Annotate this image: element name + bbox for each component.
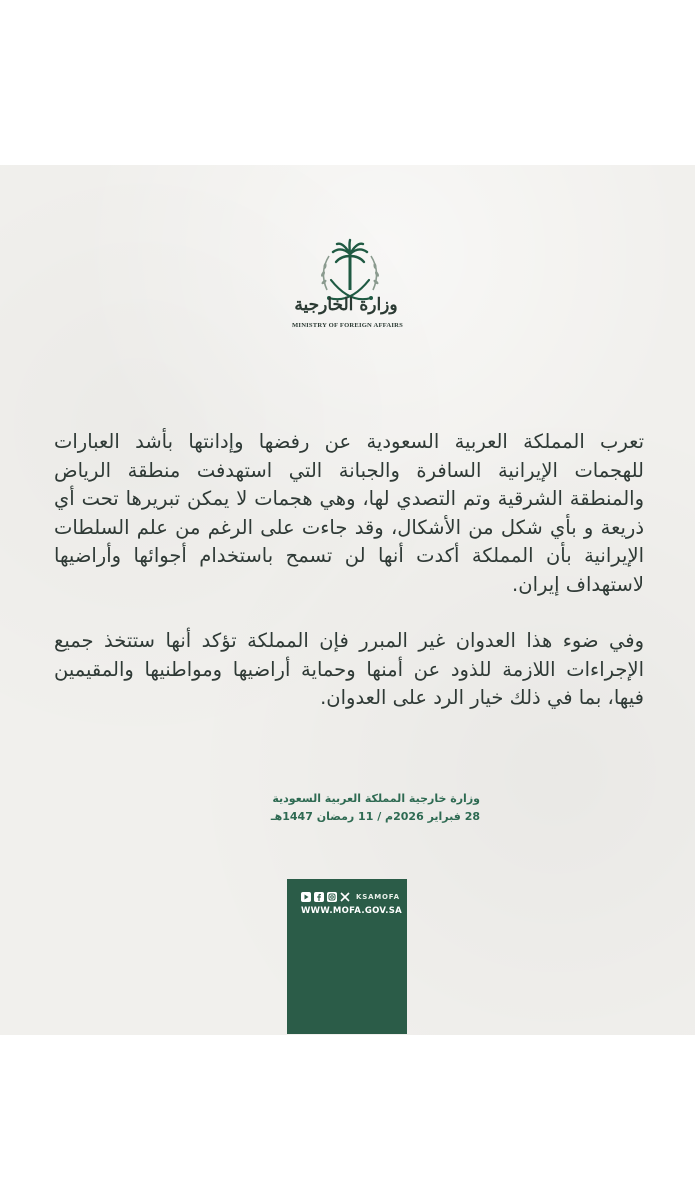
facebook-icon[interactable]: [314, 892, 324, 902]
statement-paragraph-1: تعرب المملكة العربية السعودية عن رفضها وإدانتها بأشد العبارات للهجمات الإيرانية السافرة والجبانة التي استهدفت منطقة الرياض والمنطقة الشرقية وتم التصدي لها، وهي هجمات لا يمكن تبريرها تحت أي ذريعة و بأي شكل من الأشكال، وقد جاءت على الرغم من علم السلطات الإيرانية بأن المملكة أكدت أنها لن تسمح باستخدام أجوائها وأراضيها لاستهداف إيران.: [54, 430, 644, 596]
ministry-name-english: MINISTRY OF FOREIGN AFFAIRS: [292, 322, 403, 329]
signature-block: [200, 790, 480, 826]
signature-issuer: وزارة خارجية المملكة العربية السعودية: [272, 792, 480, 805]
instagram-icon[interactable]: [327, 892, 337, 902]
social-handle[interactable]: KSAMOFA: [356, 893, 400, 901]
x-icon[interactable]: [340, 892, 350, 902]
statement-paragraph-2: وفي ضوء هذا العدوان غير المبرر فإن المملكة تؤكد أنها ستتخذ جميع الإجراءات اللازمة للذود عن أمنها وحماية أراضيها ومواطنيها والمقيمين فيها، بما في ذلك خيار الرد على العدوان.: [54, 629, 644, 709]
social-row: [301, 891, 400, 903]
statement-body: [54, 428, 644, 713]
website-link[interactable]: WWW.MOFA.GOV.SA: [301, 906, 403, 916]
youtube-icon[interactable]: [301, 892, 311, 902]
ministry-name-arabic: وزارة الخارجية: [294, 295, 398, 315]
contact-box: [287, 879, 407, 1034]
signature-date: 28 فبراير 2026م / 11 رمضان 1447هـ: [270, 810, 480, 823]
